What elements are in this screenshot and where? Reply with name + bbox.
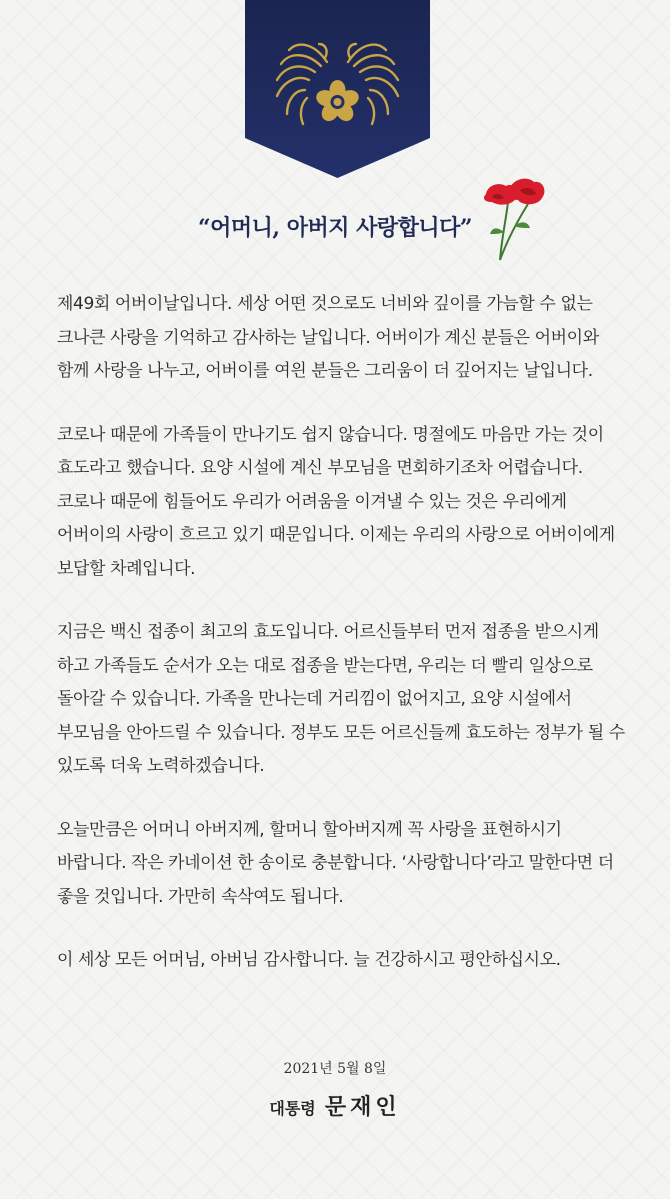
carnation-icon xyxy=(478,176,550,262)
letter-body xyxy=(57,288,627,1008)
letter-paragraph: 제49회 어버이날입니다. 세상 어떤 것으로도 너비와 깊이를 가늠할 수 없는 크나큰 사랑을 기억하고 감사하는 날입니다. 어버이가 계신 분들은 어버이와 함께 사랑을 나누고, 어버이를 여읜 분들은 그리움이 더 깊어지는 날입니다. xyxy=(57,294,599,381)
presidential-emblem-banner xyxy=(245,0,430,178)
phoenix-emblem-icon xyxy=(245,0,430,178)
signature xyxy=(0,1090,670,1121)
signature-name: 문재인 xyxy=(324,1094,401,1120)
letter-paragraph: 오늘만큼은 어머니 아버지께, 할머니 할아버지께 꼭 사랑을 표현하시기 바랍니다. 작은 카네이션 한 송이로 충분합니다. ‘사랑합니다’라고 말한다면 더 좋을 것입니다. 가만히 속삭여도 됩니다. xyxy=(57,819,614,907)
signature-title: 대통령 xyxy=(269,1099,316,1118)
letter-paragraph: 이 세상 모든 어머님, 아버님 감사합니다. 늘 건강하시고 평안하십시오. xyxy=(57,950,561,970)
letter-date: 2021년 5월 8일 xyxy=(283,1061,387,1077)
headline: “어머니, 아버지 사랑합니다” xyxy=(197,215,473,241)
letter-paragraph: 코로나 때문에 가족들이 만나기도 쉽지 않습니다. 명절에도 마음만 가는 것이 효도라고 했습니다. 요양 시설에 계신 부모님을 면회하기조차 어렵습니다. 코로나 때문에 힘들어도 우리가 어려움을 이겨낼 수 있는 것은 우리에게 어버이의 사랑이 흐르고 있기 때문입니다. 이제는 우리의 사랑으로 어버이에게 보답할 차례입니다. xyxy=(57,424,615,579)
letter-paragraph: 지금은 백신 접종이 최고의 효도입니다. 어르신들부터 먼저 접종을 받으시게 하고 가족들도 순서가 오는 대로 접종을 받는다면, 우리는 더 빨리 일상으로 돌아갈 수 있습니다. 가족을 만나는데 거리낌이 없어지고, 요양 시설에서 부모님을 안아드릴 수 있습니다. 정부도 모든 어르신들께 효도하는 정부가 될 수 있도록 더욱 노력하겠습니다. xyxy=(57,622,625,776)
